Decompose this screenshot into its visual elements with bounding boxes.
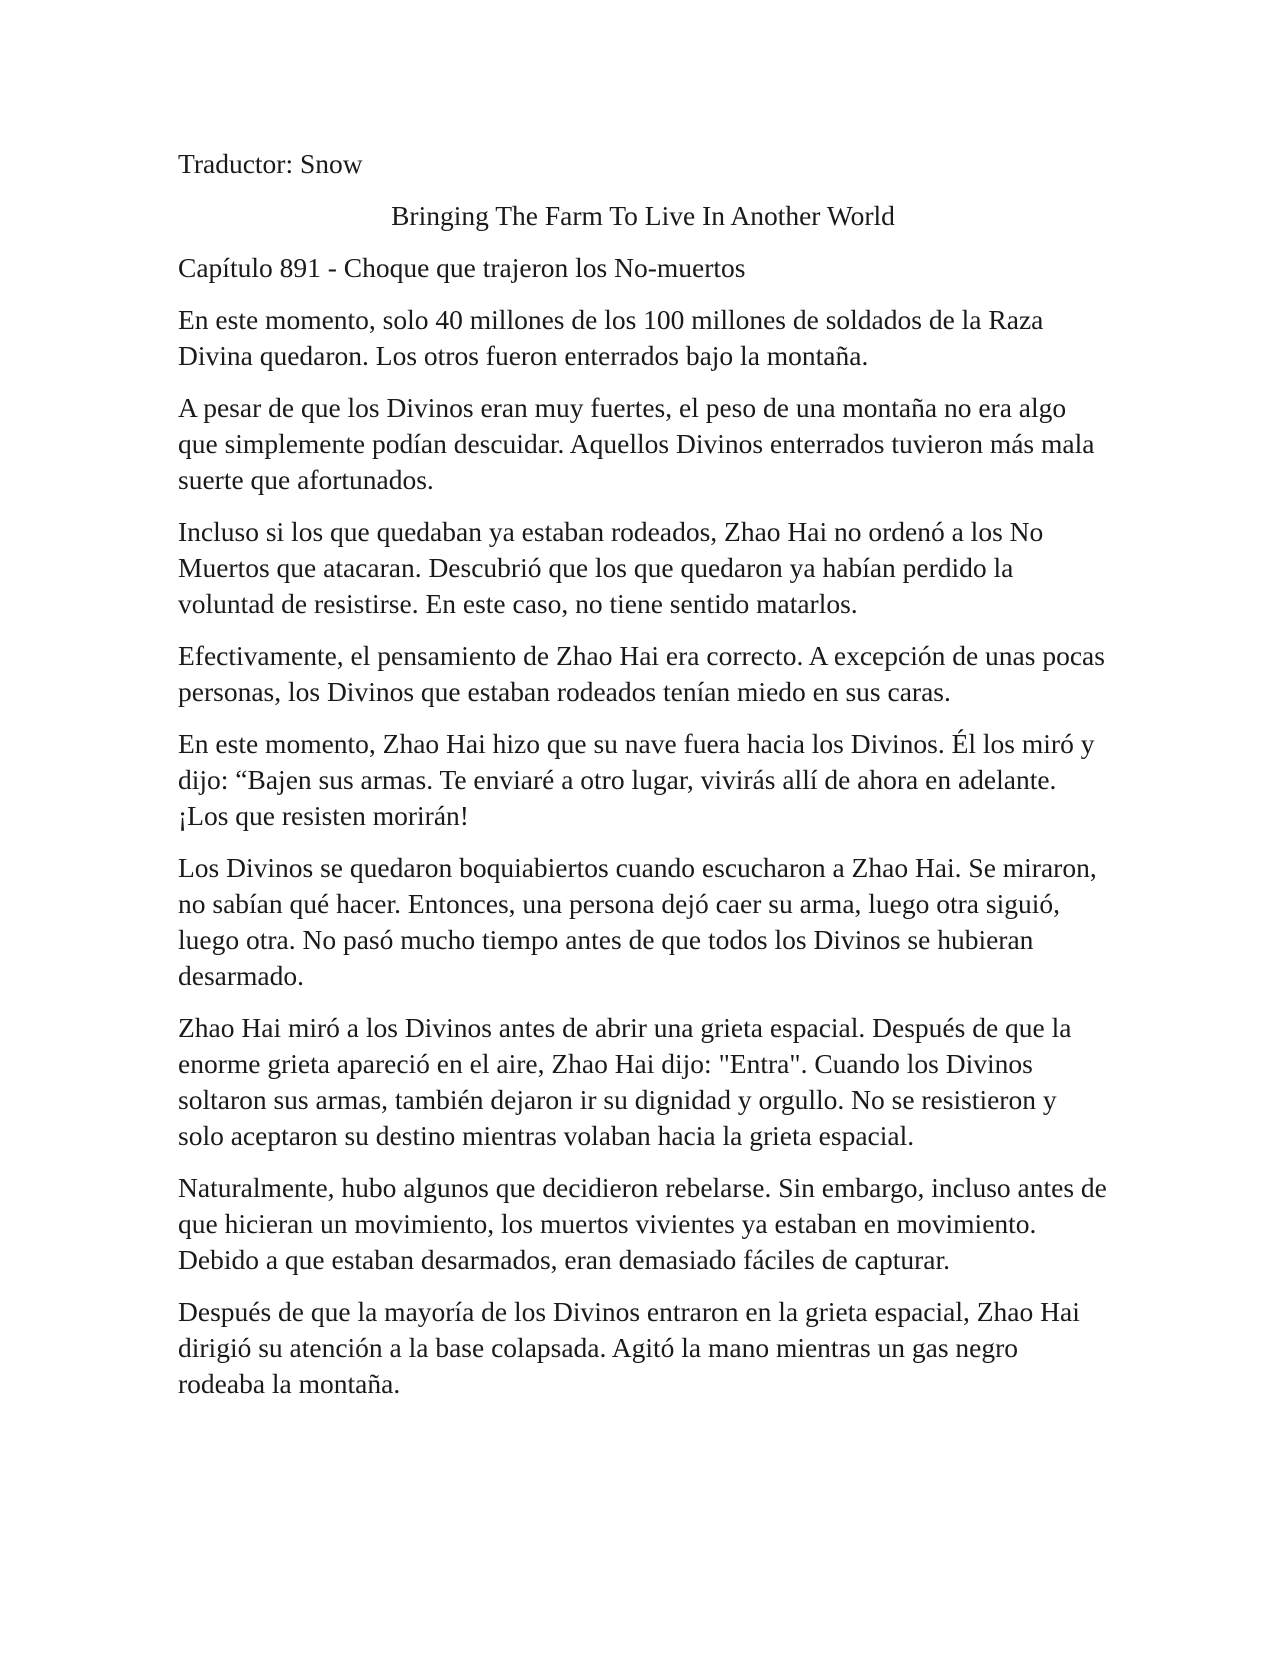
chapter-title: Capítulo 891 - Choque que trajeron los No-muertos (178, 252, 746, 283)
document-body (178, 146, 1108, 1418)
translator-credit: Traductor: Snow (178, 148, 363, 179)
paragraph: En este momento, solo 40 millones de los 100 millones de soldados de la Raza Divina quedaron. Los otros fueron enterrados bajo la montaña. (178, 304, 1044, 371)
paragraph: Incluso si los que quedaban ya estaban rodeados, Zhao Hai no ordenó a los No Muertos que atacaran. Descubrió que los que quedaron ya habían perdido la voluntad de resistirse. En este caso, no tiene sentido matarlos. (178, 516, 1044, 619)
paragraph: Naturalmente, hubo algunos que decidieron rebelarse. Sin embargo, incluso antes de que hicieran un movimiento, los muertos vivientes ya estaban en movimiento. Debido a que estaban desarmados, eran demasiado fáciles de capturar. (178, 1172, 1107, 1275)
paragraph: Después de que la mayoría de los Divinos entraron en la grieta espacial, Zhao Hai dirigió su atención a la base colapsada. Agitó la mano mientras un gas negro rodeaba la montaña. (178, 1296, 1080, 1399)
paragraph: Efectivamente, el pensamiento de Zhao Hai era correcto. A excepción de unas pocas personas, los Divinos que estaban rodeados tenían miedo en sus caras. (178, 640, 1105, 707)
paragraph: En este momento, Zhao Hai hizo que su nave fuera hacia los Divinos. Él los miró y dijo: “Bajen sus armas. Te enviaré a otro lugar, vivirás allí de ahora en adelante. ¡Los que resisten morirán! (178, 728, 1095, 831)
paragraph: Zhao Hai miró a los Divinos antes de abrir una grieta espacial. Después de que la enorme grieta apareció en el aire, Zhao Hai dijo: "Entra". Cuando los Divinos soltaron sus armas, también dejaron ir su dignidad y orgullo. No se resistieron y solo aceptaron su destino mientras volaban hacia la grieta espacial. (178, 1012, 1072, 1151)
paragraph: A pesar de que los Divinos eran muy fuertes, el peso de una montaña no era algo que simplemente podían descuidar. Aquellos Divinos enterrados tuvieron más mala suerte que afortunados. (178, 392, 1095, 495)
paragraph: Los Divinos se quedaron boquiabiertos cuando escucharon a Zhao Hai. Se miraron, no sabían qué hacer. Entonces, una persona dejó caer su arma, luego otra siguió, luego otra. No pasó mucho tiempo antes de que todos los Divinos se hubieran desarmado. (178, 852, 1097, 991)
book-title: Bringing The Farm To Live In Another World (391, 200, 895, 231)
